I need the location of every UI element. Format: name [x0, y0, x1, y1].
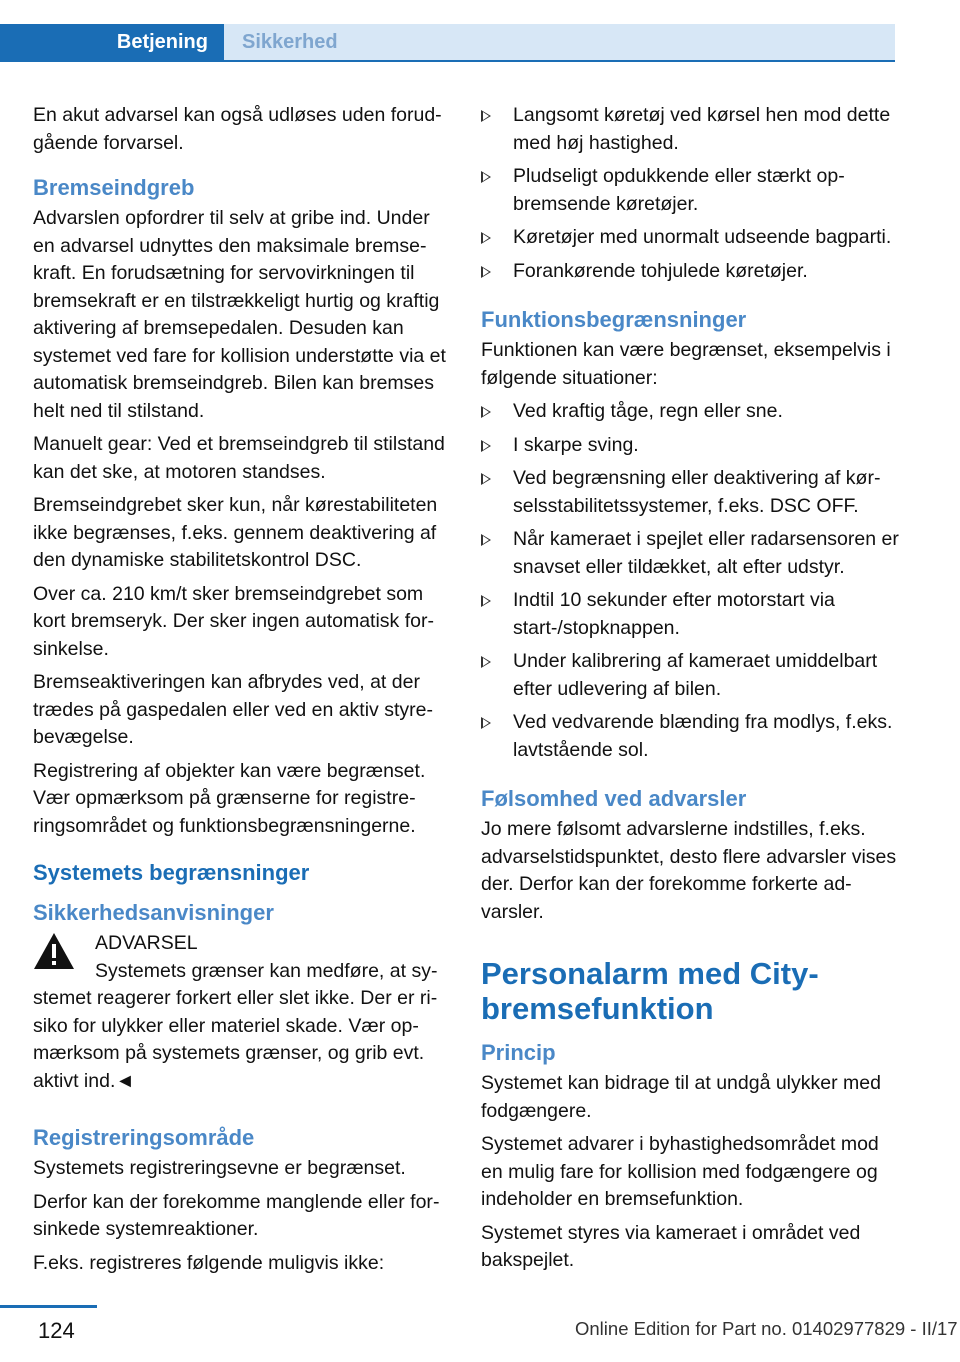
- bremse-paragraph-6: Registrering af objekter kan være begrænset. Vær opmærksom på grænserne for registreringsområdet og funktionsbegrænsningerne.: [33, 759, 426, 837]
- warning-triangle-icon: [33, 932, 75, 970]
- princip-paragraph-3: Systemet styres via kameraet i området ved bakspejlet.: [481, 1221, 861, 1271]
- bremse-paragraph-1: Advarslen opfordrer til selv at gribe ind. Under en advarsel udnyttes den maksimale bremsekraft. En forudsætning for servovirkningen til bremsekraft er en tilstrækkeligt hurtig og kraftig aktivering af bremsepedalen. Desuden kan systemet ved fare for kollision understøtte via et automatisk bremseindgreb. Bilen kan bremses helt ned til stilstand.: [33, 207, 446, 422]
- registrering-paragraph-1: Systemets registreringsevne er begrænset.: [33, 1157, 406, 1179]
- bullet-arrow-icon: [481, 534, 491, 546]
- bullet-arrow-icon: [481, 266, 491, 278]
- heading-personalarm: Personalarm med City-bremsefunktion: [481, 956, 819, 1026]
- bremse-paragraph-5: Bremseaktiveringen kan afbrydes ved, at der trædes på gaspedalen eller ved en aktiv styrebevægelse.: [33, 671, 433, 748]
- bremse-paragraph-2: Manuelt gear: Ved et bremseindgreb til stilstand kan det ske, at motoren standses.: [33, 433, 445, 483]
- princip-paragraph-1: Systemet kan bidrage til at undgå ulykker med fodgængere.: [481, 1072, 881, 1122]
- registrering-paragraph-2: Derfor kan der forekomme manglende eller forsinkede systemreaktioner.: [33, 1190, 440, 1240]
- warning-box: [33, 930, 451, 1095]
- header-divider: [0, 60, 895, 62]
- heading-funktionsbegraensninger: Funktionsbegrænsninger: [481, 307, 747, 332]
- bullet-arrow-icon: [481, 473, 491, 485]
- list-item: Forankørende tohjulede køretøjer.: [481, 258, 899, 286]
- registrering-paragraph-3: F.eks. registreres følgende muligvis ikke:: [33, 1251, 385, 1274]
- tab-betjening[interactable]: Betjening: [0, 24, 224, 60]
- footer-divider: [0, 1305, 97, 1308]
- folsomhed-paragraph: Jo mere følsomt advarslerne indstilles, f.eks. advarselstidspunktet, desto flere advarsler vises der. Derfor kan der forekomme forkerte advarsler.: [481, 818, 897, 923]
- bullet-arrow-icon: [481, 440, 491, 452]
- funktion-paragraph: Funktionen kan være begrænset, eksempelvis i følgende situationer:: [481, 339, 891, 389]
- list-item: Ved begrænsning eller deaktivering af kørselsstabilitetssystemer, f.eks. DSC OFF.: [481, 465, 899, 520]
- left-column: [33, 102, 451, 1283]
- right-column: [481, 102, 899, 1281]
- list-item: Ved kraftig tåge, regn eller sne.: [481, 398, 899, 426]
- function-limits-list: [481, 398, 899, 764]
- undetected-objects-list: [481, 102, 899, 285]
- bullet-arrow-icon: [481, 232, 491, 244]
- list-item: Når kameraet i spejlet eller radarsensoren er snavset eller tildækket, alt efter udstyr.: [481, 526, 899, 581]
- list-item: I skarpe sving.: [481, 432, 899, 460]
- page-header: [0, 0, 895, 62]
- list-item: Pludseligt opdukkende eller stærkt opbremsende køretøjer.: [481, 163, 899, 218]
- list-item: Under kalibrering af kameraet umiddelbart efter udlevering af bilen.: [481, 648, 899, 703]
- list-item: Indtil 10 sekunder efter motorstart via start-/stopknappen.: [481, 587, 899, 642]
- bullet-arrow-icon: [481, 595, 491, 607]
- heading-sikkerhedsanvisninger: Sikkerhedsanvisninger: [33, 900, 274, 925]
- heading-princip: Princip: [481, 1040, 556, 1065]
- bremse-paragraph-4: Over ca. 210 km/t sker bremseindgrebet som kort bremseryk. Der sker ingen automatisk forsinkelse.: [33, 582, 434, 660]
- list-item: Køretøjer med unormalt udseende bagparti.: [481, 224, 899, 252]
- heading-systemets-begraensninger: Systemets begrænsninger: [33, 860, 310, 885]
- page-number: 124: [38, 1318, 75, 1343]
- warning-title: ADVARSEL: [95, 932, 198, 954]
- heading-registreringsomraade: Registreringsområde: [33, 1125, 255, 1150]
- bullet-arrow-icon: [481, 656, 491, 668]
- list-item: Ved vedvarende blænding fra modlys, f.eks. lavtstående sol.: [481, 709, 899, 764]
- bullet-arrow-icon: [481, 717, 491, 729]
- princip-paragraph-2: Systemet advarer i byhastighedsområdet mod en mulig fare for kollision med fodgængere og indeholder en bremsefunktion.: [481, 1133, 879, 1210]
- bullet-arrow-icon: [481, 406, 491, 418]
- bullet-arrow-icon: [481, 171, 491, 183]
- heading-folsomhed: Følsomhed ved advarsler: [481, 786, 747, 811]
- warning-text: Systemets grænser kan medføre, at systemet reagerer forkert eller slet ikke. Der er risiko for ulykker eller materiel skade. Vær opmærksom på systemets grænser, og grib evt. aktivt ind.◄: [33, 959, 438, 1092]
- heading-bremseindgreb: Bremseindgreb: [33, 175, 195, 200]
- bremse-paragraph-3: Bremseindgrebet sker kun, når kørestabiliteten ikke begrænses, f.eks. gennem deaktivering af den dynamiske stabilitetskontrol DSC.: [33, 494, 438, 571]
- tab-sikkerhed[interactable]: Sikkerhed: [224, 24, 895, 60]
- bullet-arrow-icon: [481, 110, 491, 122]
- intro-paragraph: En akut advarsel kan også udløses uden forudgående forvarsel.: [33, 104, 442, 154]
- list-item: Langsomt køretøj ved kørsel hen mod dette med høj hastighed.: [481, 102, 899, 157]
- edition-text: Online Edition for Part no. 01402977829 - II/17: [575, 1318, 958, 1339]
